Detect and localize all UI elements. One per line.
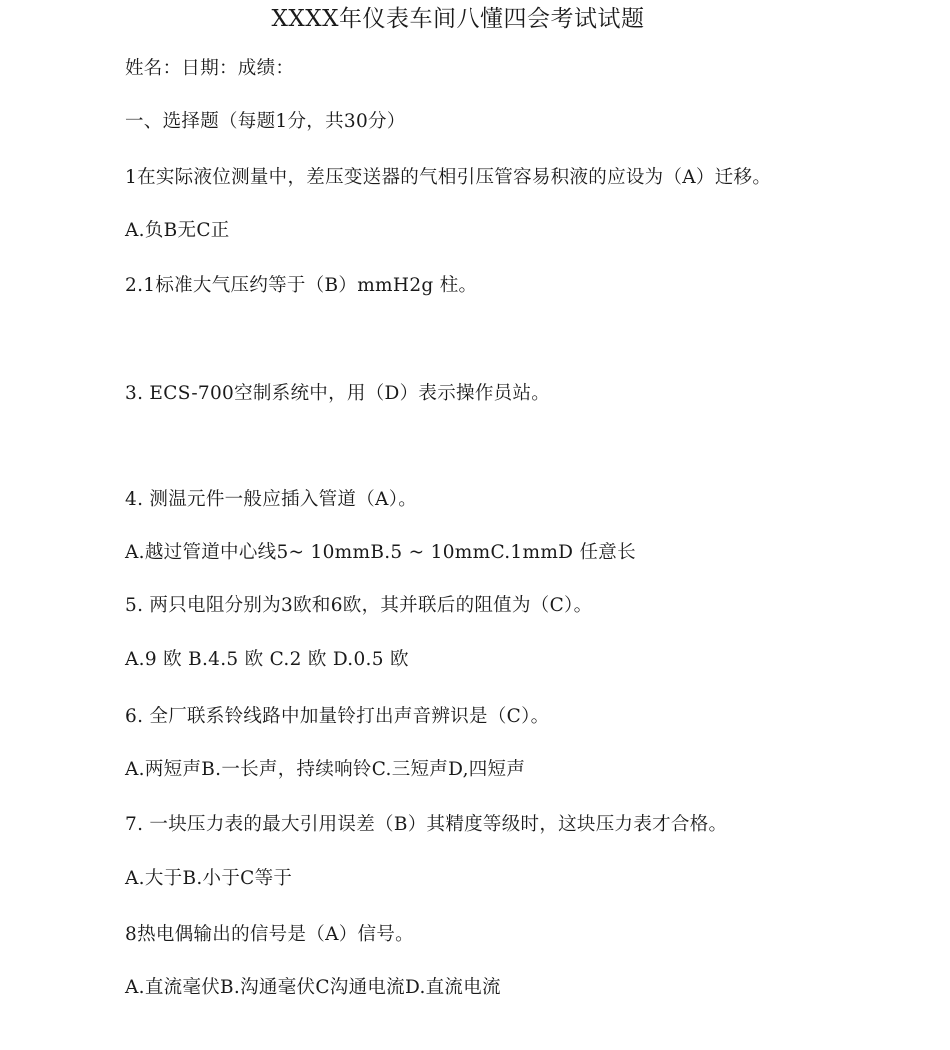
section-heading: 一、选择题（每题1分，共30分） (125, 111, 406, 132)
question-7: 7. 一块压力表的最大引用误差（B）其精度等级时，这块压力表才合格。 (125, 814, 728, 835)
question-5-options: A.9 欧 B.4.5 欧 C.2 欧 D.0.5 欧 (125, 649, 409, 670)
header-info-line: 姓名：日期：成绩： (125, 58, 295, 79)
question-6-options: A.两短声B.一长声，持续响铃C.三短声D,四短声 (125, 759, 526, 780)
question-6: 6. 全厂联系铃线路中加量铃打出声音辨识是（C）。 (125, 706, 550, 727)
question-5: 5. 两只电阻分别为3欧和6欧，其并联后的阻值为（C）。 (125, 595, 593, 616)
question-4-options: A.越过管道中心线5~ 10mmB.5 ~ 10mmC.1mmD 任意长 (125, 542, 636, 563)
question-7-options: A.大于B.小于C等于 (125, 868, 293, 889)
question-3: 3. ECS-700空制系统中，用（D）表示操作员站。 (125, 383, 551, 404)
question-4: 4. 测温元件一般应插入管道（A）。 (125, 489, 418, 510)
question-1-options: A.负B无C正 (125, 220, 230, 241)
question-8-options: A.直流毫伏B.沟通毫伏C沟通电流D.直流电流 (125, 977, 501, 998)
question-1: 1在实际液位测量中，差压变送器的气相引压管容易积液的应设为（A）迁移。 (125, 167, 772, 188)
exam-title: XXXX年仪表车间八懂四会考试试题 (271, 6, 645, 32)
question-2: 2.1标准大气压约等于（B）mmH2g 柱。 (125, 275, 478, 296)
question-8: 8热电偶输出的信号是（A）信号。 (125, 924, 414, 945)
